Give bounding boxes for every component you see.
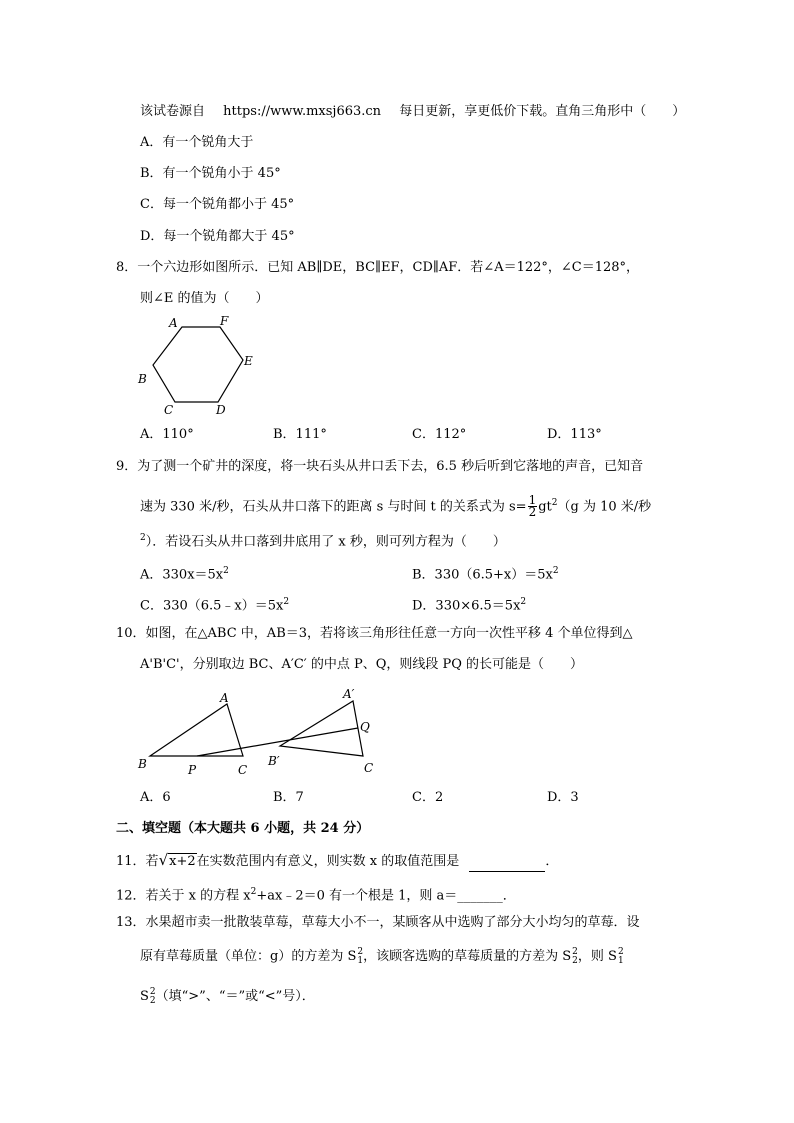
q9-option-a-sup: 2: [223, 566, 229, 576]
q7-stem: [140, 103, 685, 121]
q8-hexagon-figure: [130, 310, 270, 422]
q9-number: 9．: [116, 459, 138, 474]
q12-end: ．: [502, 888, 516, 904]
q11-pre: 若: [145, 854, 159, 869]
q10-option-c: C．2: [412, 790, 444, 805]
q10-line1: 如图，在△ABC 中，AB＝3，若将该三角形往任意一方向一次性平移 4 个单位得到△: [145, 626, 633, 641]
q9-option-b: [412, 562, 559, 584]
hexagon-label-c: C: [164, 403, 174, 417]
q7-option-d: D．每一个锐角都大于 45°: [140, 229, 295, 244]
q9-option-b-text: B．330（6.5+x）＝5x: [412, 567, 553, 583]
q9-option-d-text: D．330×6.5＝5x: [412, 598, 521, 614]
q8-option-c: C．112°: [412, 427, 467, 442]
q9-line2-b: gt: [538, 499, 552, 515]
q9-fraction-num: 1: [528, 493, 537, 508]
triangle-label-p: P: [188, 763, 197, 777]
q11-sqrt: √x+2: [158, 851, 196, 869]
q10-stem: [116, 625, 633, 643]
q9-option-c-text: C．330（6.5﹣x）＝5x: [140, 598, 284, 614]
triangle-label-q: Q: [360, 720, 370, 734]
q11-answer-blank[interactable]: [469, 853, 545, 872]
q10-line2: A'B'C'，分别取边 BC、A′C′ 的中点 P、Q，则线段 PQ 的长可能是（ ）: [140, 657, 584, 672]
q12-text-a: 若关于 x 的方程 x: [145, 888, 251, 904]
hexagon-label-b: B: [138, 372, 147, 386]
q8-number: 8．: [116, 260, 138, 275]
section-2-title: 二、填空题（本大题共 6 小题，共 24 分）: [116, 821, 370, 836]
q8-option-a: A．110°: [140, 427, 194, 442]
q10-option-d: D．3: [547, 790, 579, 805]
q9-fraction-den: 2: [528, 505, 537, 520]
q13-s2-sup: 2: [572, 946, 578, 957]
q13-line2: [140, 945, 624, 969]
q10-triangles-figure: [130, 680, 390, 780]
q8-option-d: D．113°: [547, 427, 602, 442]
q8-option-b: B．111°: [273, 427, 327, 442]
hexagon-label-f: F: [220, 314, 229, 328]
q9-stem: [116, 458, 643, 476]
q13-s2-sub: 2: [572, 955, 578, 966]
q9-option-c: [140, 593, 289, 615]
q9-option-b-sup: 2: [552, 566, 559, 576]
triangle-label-b: B: [138, 757, 147, 771]
q13-line3: [140, 985, 315, 1009]
triangle-label-c: C: [238, 763, 248, 777]
hexagon-label-e: E: [244, 354, 253, 368]
q12-stem: [116, 883, 516, 905]
q13-stem: [116, 914, 640, 932]
q12-text-b: +ax﹣2＝0 有一个根是 1，则 a＝: [256, 888, 458, 904]
q7-option-c: C．每一个锐角都小于 45°: [140, 197, 295, 212]
q12-answer-blank[interactable]: _______: [457, 888, 503, 904]
q9-option-a: [140, 562, 229, 584]
q11-post: 在实数范围内有意义，则实数 x 的取值范围是: [196, 854, 460, 869]
q13-s1-sup: 2: [357, 946, 364, 957]
triangle-abc: [150, 704, 243, 756]
q8-line1: 一个六边形如图所示．已知 AB∥DE，BC∥EF，CD∥AF．若∠A＝122°，∠C＝128°，: [137, 260, 640, 275]
q7-url[interactable]: https://www.mxsj663.cn: [223, 104, 382, 119]
q13-line1: 水果超市卖一批散装草莓，草莓大小不一，某顾客从中选购了部分大小均匀的草莓．设: [145, 915, 640, 930]
q9-option-a-text: A．330x＝5x: [140, 567, 224, 583]
q9-line2: [140, 490, 651, 520]
q7-option-b: B．有一个锐角小于 45°: [140, 166, 281, 181]
q9-option-d-sup: 2: [520, 597, 527, 607]
q7-stem-suffix: 每日更新，享更低价下载。直角三角形中（ ）: [399, 104, 686, 119]
triangle-label-a-prime: A′: [343, 687, 355, 701]
q9-option-c-sup: 2: [283, 597, 290, 607]
q12-sup: 2: [250, 887, 257, 897]
q9-fraction: [528, 495, 538, 518]
triangle-label-a: A: [220, 691, 229, 705]
hexagon-label-d: D: [216, 403, 226, 417]
q13-s1-sub: 1: [357, 955, 364, 966]
q8-line2: 则∠E 的值为（ ）: [140, 291, 269, 306]
q13-s1b-sub: 1: [617, 955, 624, 966]
hexagon-label-a: A: [169, 316, 178, 330]
q9-line3-text: ）．若设石头从井口落到井底用了 x 秒，则可列方程为（ ）: [145, 534, 506, 550]
q10-option-a: A．6: [140, 790, 171, 805]
q9-line1: 为了测一个矿井的深度，将一块石头从井口丢下去，6.5 秒后听到它落地的声音，已知音: [137, 459, 644, 474]
q9-option-d: [412, 593, 526, 615]
triangle-apbpcp: [280, 701, 363, 756]
q13-line3-a: S: [140, 989, 149, 1004]
q11-number: 11．: [116, 854, 146, 869]
q9-line3-sup: 2: [140, 533, 146, 543]
q9-line2-c: （g 为 10 米/秒: [557, 499, 652, 515]
q7-option-a: A．有一个锐角大于: [140, 135, 254, 150]
q9-line2-sup: 2: [551, 498, 558, 508]
q13-line2-a: 原有草莓质量（单位：g）的方差为 S: [140, 949, 357, 964]
hexagon-shape: [153, 327, 243, 402]
q10-number: 10．: [116, 626, 146, 641]
q12-number: 12．: [116, 888, 146, 904]
q11-end: ．: [545, 854, 559, 869]
q13-s2b-sup: 2: [149, 986, 156, 997]
segment-pq: [197, 728, 358, 756]
q11-stem: [116, 851, 558, 872]
q13-line3-b: （填“>”、“＝”或“<”号）．: [155, 989, 315, 1004]
triangle-label-c-prime: C: [364, 761, 374, 775]
q13-line2-b: ，该顾客选购的草莓质量的方差为 S: [363, 949, 572, 964]
q13-line2-c: ，则 S: [577, 949, 617, 964]
q11-radicand: x+2: [169, 854, 196, 869]
q8-stem: [116, 259, 639, 277]
q9-line3: [140, 529, 506, 551]
q7-stem-prefix: 该试卷源自: [140, 104, 206, 119]
triangle-label-b-prime: B′: [268, 754, 280, 768]
q13-s2b-sub: 2: [149, 995, 156, 1006]
q13-s1b-sup: 2: [617, 946, 624, 957]
q13-s1b-script: [618, 948, 624, 966]
q9-line2-a: 速为 330 米/秒，石头从井口落下的距离 s 与时间 t 的关系式为 s=: [140, 499, 527, 515]
q10-option-b: B．7: [273, 790, 304, 805]
q13-number: 13．: [116, 915, 146, 930]
